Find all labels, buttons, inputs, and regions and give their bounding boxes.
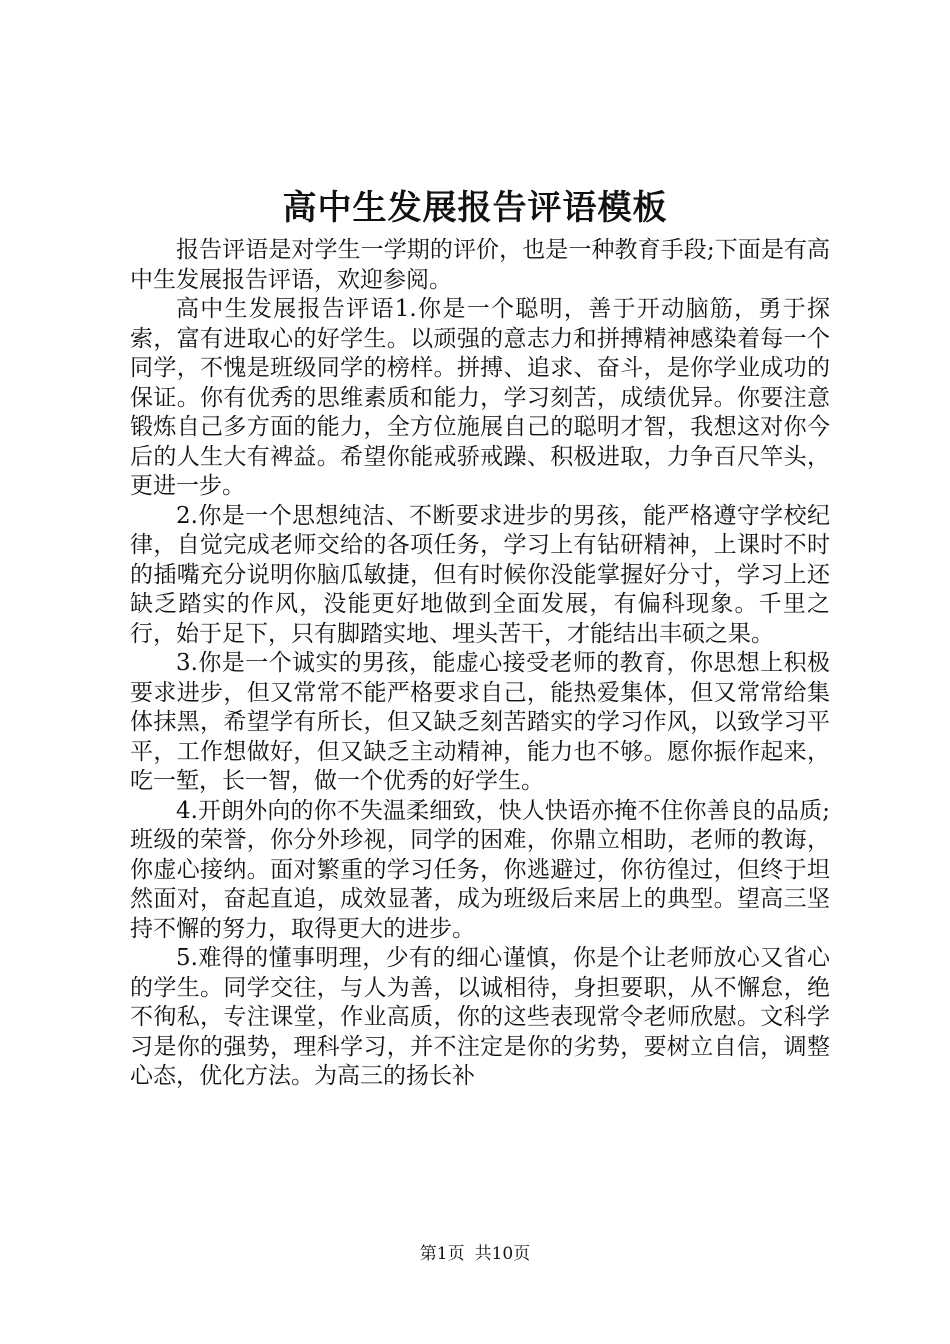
intro-paragraph: 报告评语是对学生一学期的评价，也是一种教育手段;下面是有高中生发展报告评语，欢迎参阅。 <box>130 237 830 293</box>
comment-paragraph-5: 5.难得的懂事明理，少有的细心谨慎，你是个让老师放心又省心的学生。同学交往，与人为善，以诚相待，身担要职，从不懈怠，绝不徇私，专注课堂，作业高质，你的这些表现常令老师欣慰。文科学习是你的强势，理科学习，并不注定是你的劣势，要树立自信，调整心态，优化方法。为高三的扬长补 <box>130 945 830 1089</box>
page-footer <box>0 1242 950 1266</box>
document-body <box>130 236 830 1092</box>
page-number: 第1页 <box>419 1244 465 1264</box>
document-title: 高中生发展报告评语模板 <box>282 188 668 228</box>
comment-paragraph-2: 2.你是一个思想纯洁、不断要求进步的男孩，能严格遵守学校纪律，自觉完成老师交给的各项任务，学习上有钻研精神，上课时不时的插嘴充分说明你脑瓜敏捷，但有时候你没能掌握好分寸，学习上还缺乏踏实的作风，没能更好地做到全面发展，有偏科现象。千里之行，始于足下，只有脚踏实地、埋头苦干，才能结出丰硕之果。 <box>130 502 830 647</box>
comment-paragraph-1: 高中生发展报告评语1.你是一个聪明，善于开动脑筋，勇于探索，富有进取心的好学生。以顽强的意志力和拼搏精神感染着每一个同学，不愧是班级同学的榜样。拼搏、追求、奋斗，是你学业成功的保证。你有优秀的思维素质和能力，学习刻苦，成绩优异。你要注意锻炼自己多方面的能力，全方位施展自己的聪明才智，我想这对你今后的人生大有裨益。希望你能戒骄戒躁、积极进取，力争百尺竿头，更进一步。 <box>130 296 830 499</box>
comment-paragraph-4: 4.开朗外向的你不失温柔细致，快人快语亦掩不住你善良的品质;班级的荣誉，你分外珍视，同学的困难，你鼎立相助，老师的教诲，你虚心接纳。面对繁重的学习任务，你逃避过，你彷徨过，但终于坦然面对，奋起直追，成效显著，成为班级后来居上的典型。望高三坚持不懈的努力，取得更大的进步。 <box>130 797 830 942</box>
page-total: 共10页 <box>474 1244 531 1264</box>
comment-paragraph-3: 3.你是一个诚实的男孩，能虚心接受老师的教育，你思想上积极要求进步，但又常常不能严格要求自己，能热爱集体，但又常常给集体抹黑，希望学有所长，但又缺乏刻苦踏实的学习作风，以致学习平平，工作想做好，但又缺乏主动精神，能力也不够。愿你振作起来，吃一堑，长一智，做一个优秀的好学生。 <box>130 650 830 794</box>
